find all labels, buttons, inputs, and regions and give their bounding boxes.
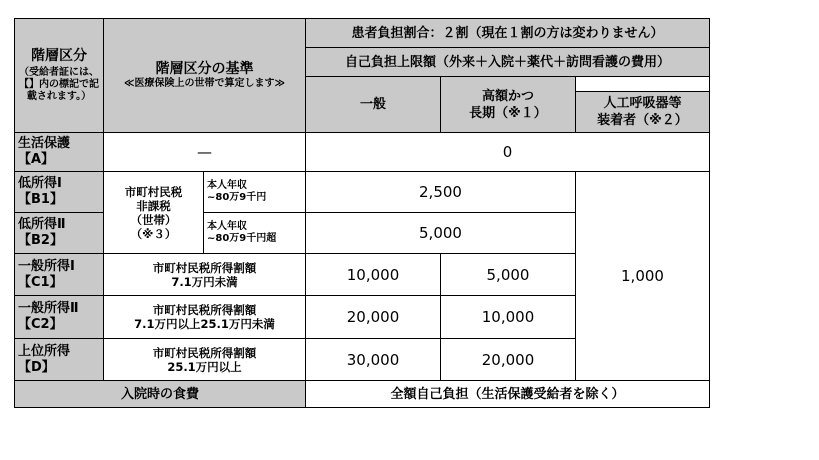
tier-gen2-code: 【C2】 — [18, 317, 63, 332]
tier-welfare-code: 【A】 — [18, 152, 55, 167]
upper-high-long-amount: 20,000 — [441, 339, 576, 381]
gen1-criteria-line1: 市町村民税所得割額 — [152, 260, 257, 275]
gen2-high-long-amount: 10,000 — [441, 296, 576, 339]
high-long-term-line1: 高額かつ — [481, 88, 534, 104]
tax-exempt-household — [104, 172, 204, 254]
tier-low2 — [15, 213, 104, 254]
upper-general-amount: 30,000 — [306, 339, 441, 381]
low2-income-label: 本人年収 — [207, 221, 247, 232]
gen1-criteria — [104, 254, 306, 296]
gen1-criteria-line2: 7.1万円未満 — [171, 274, 238, 289]
meal-cost-label: 入院時の食費 — [15, 381, 306, 408]
tier-header — [15, 19, 104, 133]
gen2-criteria-line1: 市町村民税所得割額 — [152, 303, 257, 317]
tier-note: （受給者証には、【】内の標記で記載されます。） — [19, 67, 99, 102]
low2-amount: 5,000 — [306, 213, 576, 254]
gen2-criteria-line2: 7.1万円以上25.1万円未満 — [134, 317, 275, 331]
gen1-general-amount: 10,000 — [306, 254, 441, 296]
limit-header: 自己負担上限額（外来＋入院＋薬代＋訪問看護の費用） — [306, 48, 710, 77]
low2-income-range: ~80万9千円超 — [207, 233, 277, 244]
low1-income-label: 本人年収 — [207, 180, 247, 191]
tier-upper-code: 【D】 — [18, 359, 55, 375]
tier-low2-name: 低所得Ⅱ — [18, 217, 66, 232]
ventilator-header-cell — [576, 77, 710, 133]
tier-title: 階層区分 — [31, 48, 87, 64]
ventilator-amount: 1,000 — [576, 172, 710, 381]
gen2-criteria — [104, 296, 306, 339]
tier-gen2-name: 一般所得Ⅱ — [18, 301, 79, 316]
tier-gen1-name: 一般所得Ⅰ — [18, 258, 75, 274]
tier-low1 — [15, 172, 104, 213]
upper-criteria — [104, 339, 306, 381]
meal-cost-value: 全額自己負担（生活保護受給者を除く） — [306, 381, 710, 408]
low1-income — [204, 172, 306, 213]
cost-burden-table — [14, 18, 710, 408]
high-long-term-line2: 長期（※１） — [469, 105, 547, 121]
tax-exempt-line1: 市町村民税 — [124, 184, 183, 199]
low1-amount: 2,500 — [306, 172, 576, 213]
general-header: 一般 — [306, 77, 441, 133]
gen1-high-long-amount: 5,000 — [441, 254, 576, 296]
tier-gen2 — [15, 296, 104, 339]
tier-welfare — [15, 133, 104, 172]
criteria-title: 階層区分の基準 — [155, 61, 254, 77]
low2-income — [204, 213, 306, 254]
tier-welfare-name: 生活保護 — [18, 136, 71, 151]
ventilator-header — [576, 91, 709, 132]
tax-exempt-line2: 非課税 — [136, 198, 171, 213]
criteria-header — [104, 19, 306, 133]
tier-gen1-code: 【C1】 — [18, 274, 63, 290]
criteria-note: ≪医療保険上の世帯で算定します≫ — [124, 78, 285, 89]
low1-income-range: ~80万9千円 — [207, 192, 267, 203]
tier-gen1 — [15, 254, 104, 296]
tier-upper — [15, 339, 104, 381]
welfare-amount: 0 — [306, 133, 710, 172]
tier-upper-name: 上位所得 — [18, 343, 71, 359]
ventilator-line1: 人工呼吸器等 — [603, 96, 682, 111]
tax-exempt-line3: （世帯） — [130, 212, 177, 227]
ventilator-line2: 装着者（※２） — [597, 113, 688, 128]
high-long-term-header — [441, 77, 576, 133]
tier-low2-code: 【B2】 — [18, 233, 63, 248]
gen2-general-amount: 20,000 — [306, 296, 441, 339]
upper-criteria-line2: 25.1万円以上 — [167, 359, 242, 374]
tier-low1-name: 低所得Ⅰ — [18, 176, 62, 191]
upper-criteria-line1: 市町村民税所得割額 — [152, 345, 257, 360]
burden-ratio-header: 患者負担割合：２割（現在１割の方は変わりません） — [306, 19, 710, 48]
tier-low1-code: 【B1】 — [18, 192, 63, 207]
tax-exempt-line4: （※３） — [130, 226, 177, 241]
welfare-criteria: — — [104, 133, 306, 172]
